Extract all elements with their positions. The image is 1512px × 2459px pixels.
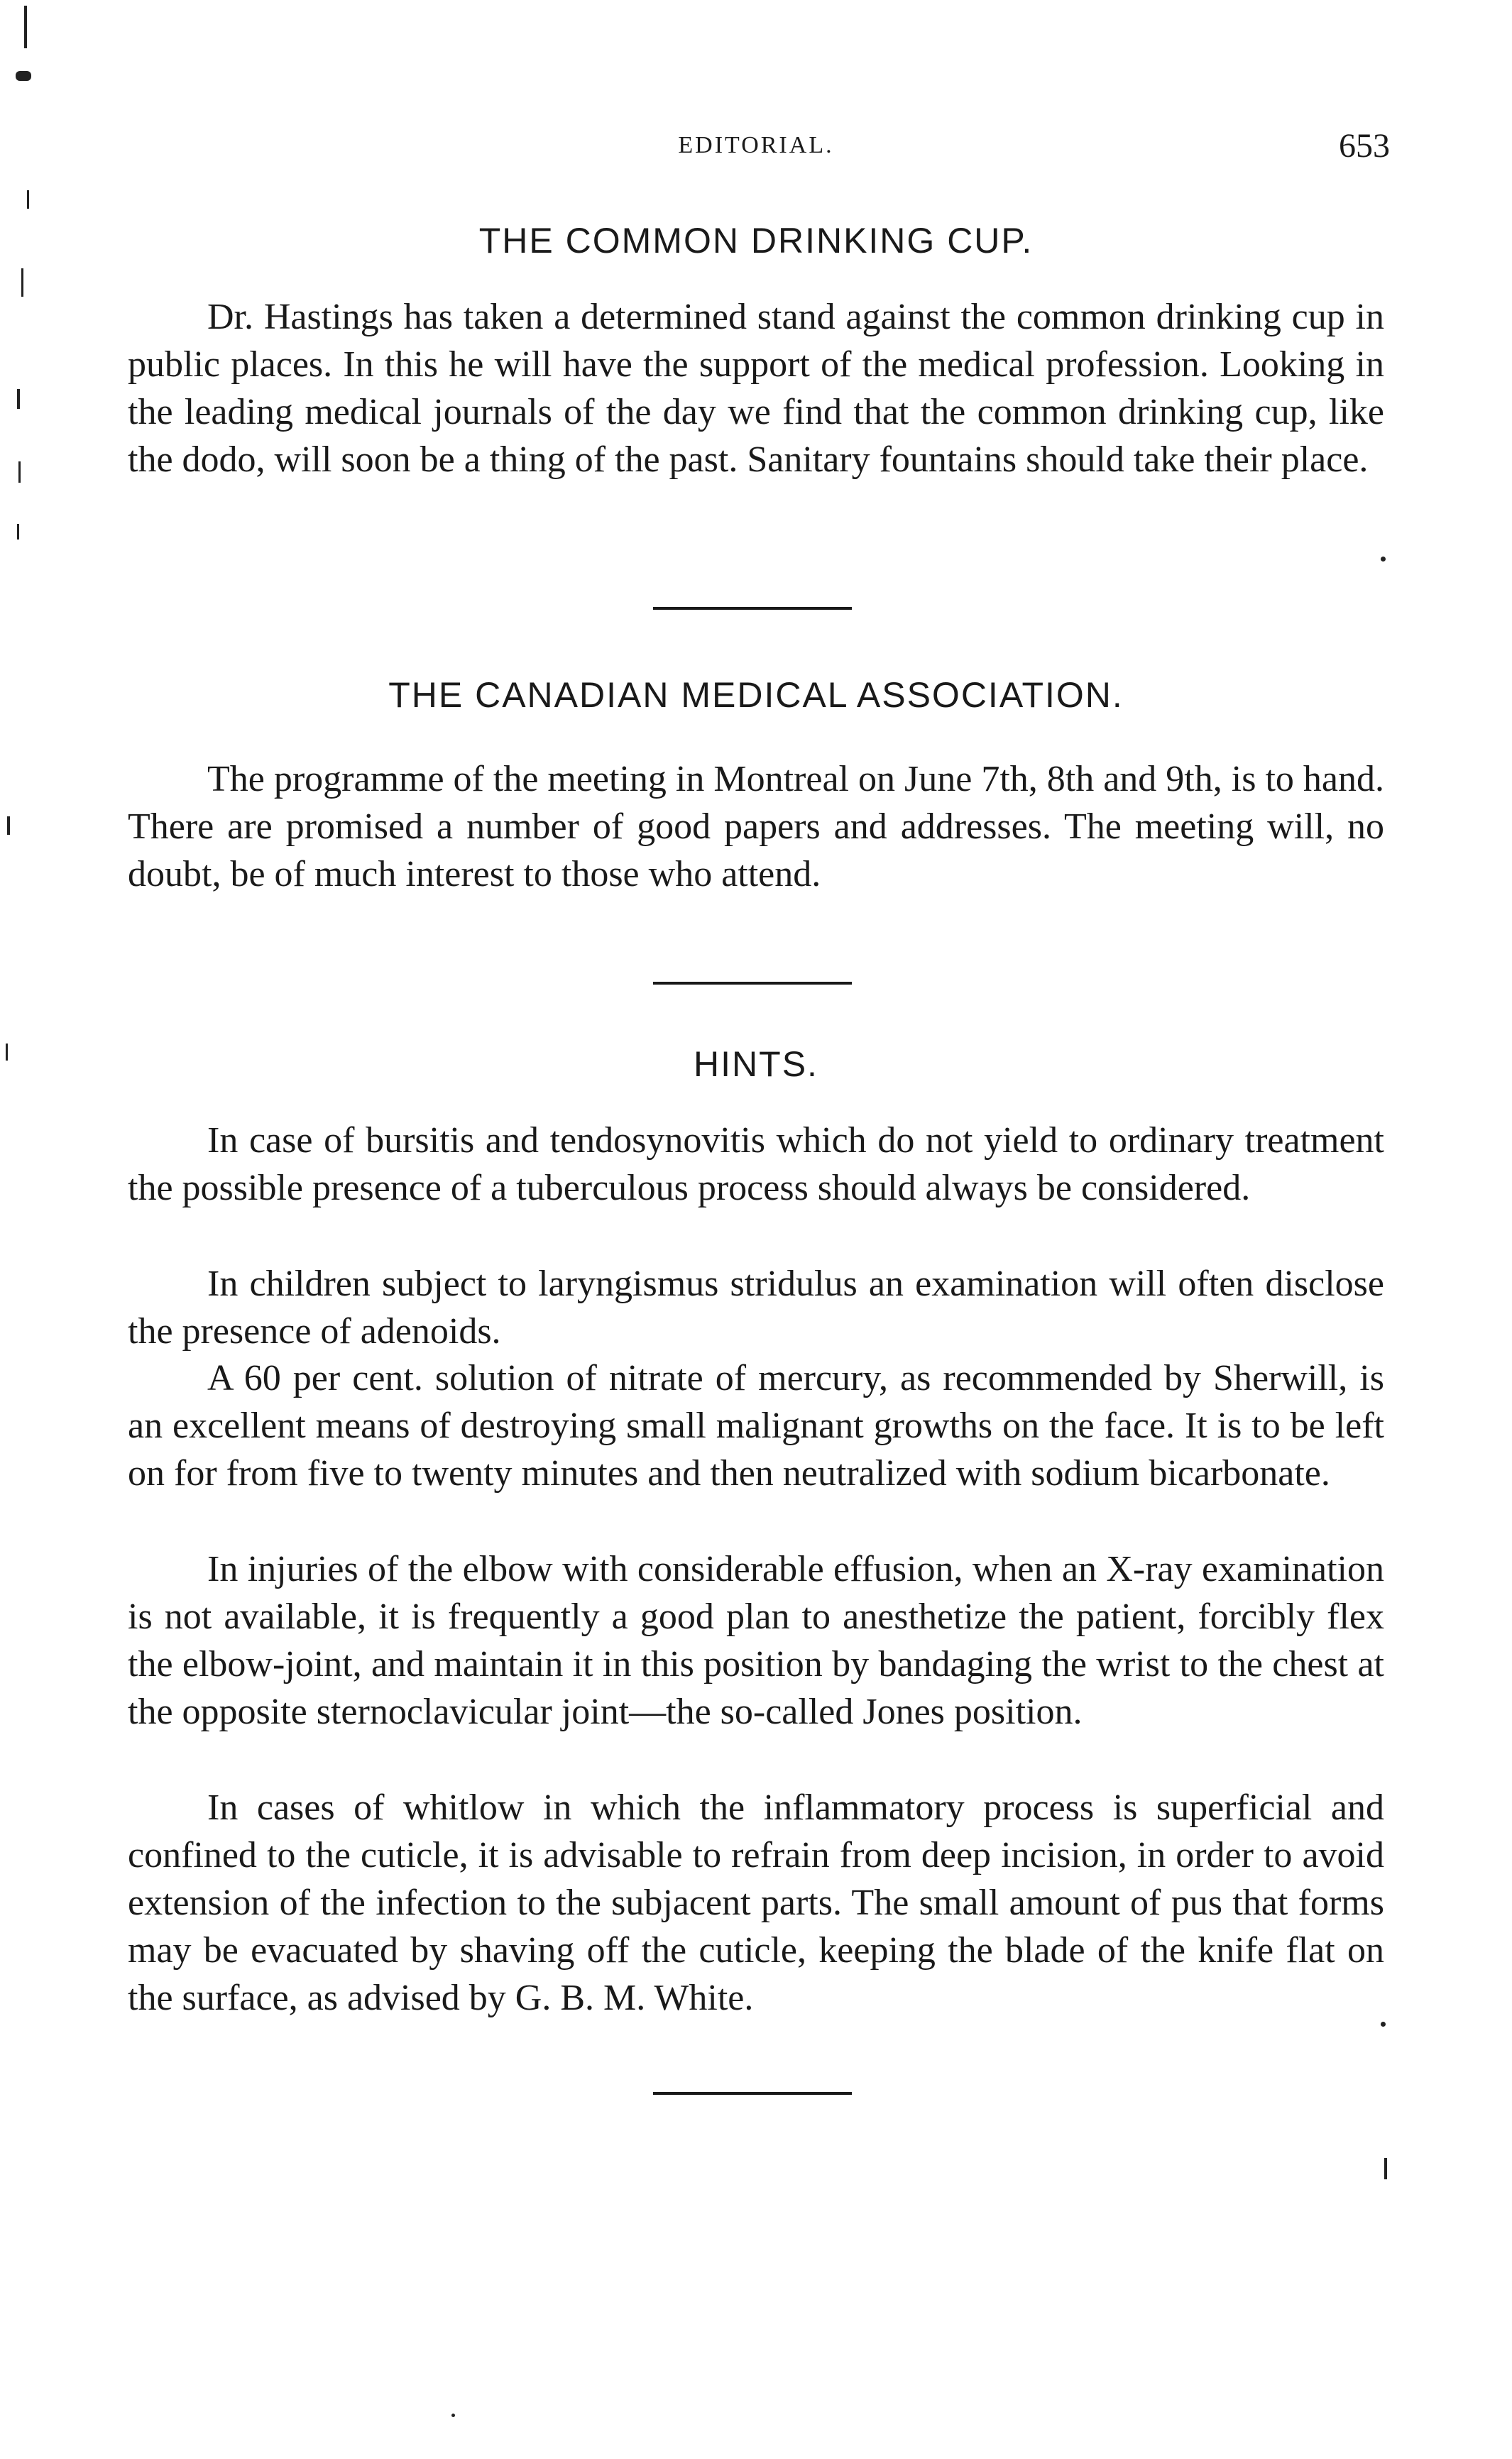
section-divider: [653, 607, 852, 610]
scan-margin-mark: [16, 71, 31, 81]
scan-margin-mark: [21, 268, 23, 297]
page-number: 653: [1339, 127, 1390, 165]
section-divider: [653, 2092, 852, 2095]
scan-speck: [1384, 2158, 1387, 2179]
scan-margin-mark: [27, 190, 29, 209]
paragraph-drinking-cup: Dr. Hastings has taken a determined stand against the common drinking cup in public places. In this he will have the support of the medical profession. Looking in the leading medical journals of the day we find that the common drinking cup, like the dodo, will soon be a thing of the past. Sanitary fountains should take their place.: [128, 297, 1384, 480]
scan-margin-mark: [17, 524, 19, 540]
hint-paragraph-bursitis: In case of bursitis and tendosynovitis which do not yield to ordinary treatment the possible presence of a tuberculous process should always be considered.: [128, 1120, 1384, 1208]
scan-margin-mark: [18, 461, 21, 483]
hint-paragraph-elbow-injuries: In injuries of the elbow with considerable effusion, when an X-ray examination is not available, it is frequently a good plan to anesthetize the patient, forcibly flex the elbow-joint, and maintain it in this position by bandaging the wrist to the chest at the opposite sternoclavicular joint—the so-called Jones position.: [128, 1549, 1384, 1732]
hint-paragraph-nitrate-of-mercury: A 60 per cent. solution of nitrate of mercury, as recommended by Sherwill, is an excellent means of destroying small malignant growths on the face. It is to be left on for from five to twenty minutes and then neutralized with sodium bicarbonate.: [128, 1358, 1384, 1494]
scan-margin-mark: [7, 816, 10, 835]
scan-speck: [451, 2414, 455, 2417]
section-divider: [653, 982, 852, 985]
scan-margin-mark: [17, 389, 20, 409]
scan-speck: [1381, 557, 1386, 562]
scan-margin-mark: [6, 1044, 8, 1061]
section-title-hints: HINTS.: [694, 1044, 818, 1084]
hint-paragraph-whitlow: In cases of whitlow in which the inflammatory process is superficial and confined to the cuticle, it is advisable to refrain from deep incision, in order to avoid extension of the infection to the subjacent parts. The small amount of pus that forms may be evacuated by shaving off the cuticle, keeping the blade of the knife flat on the surface, as advised by G. B. M. White.: [128, 1787, 1384, 2018]
paragraph-medical-association: The programme of the meeting in Montreal on June 7th, 8th and 9th, is to hand. There are promised a number of good papers and addresses. The meeting will, no doubt, be of much interest to those who attend.: [128, 759, 1384, 894]
scan-speck: [1381, 2022, 1386, 2027]
section-title-medical-association: THE CANADIAN MEDICAL ASSOCIATION.: [388, 675, 1124, 715]
running-title: EDITORIAL.: [678, 132, 834, 158]
section-title-drinking-cup: THE COMMON DRINKING CUP.: [478, 221, 1034, 261]
running-head: [128, 126, 1390, 169]
hint-paragraph-laryngismus: In children subject to laryngismus stridulus an examination will often disclose the presence of adenoids.: [128, 1264, 1384, 1352]
scan-margin-mark: [24, 6, 27, 48]
